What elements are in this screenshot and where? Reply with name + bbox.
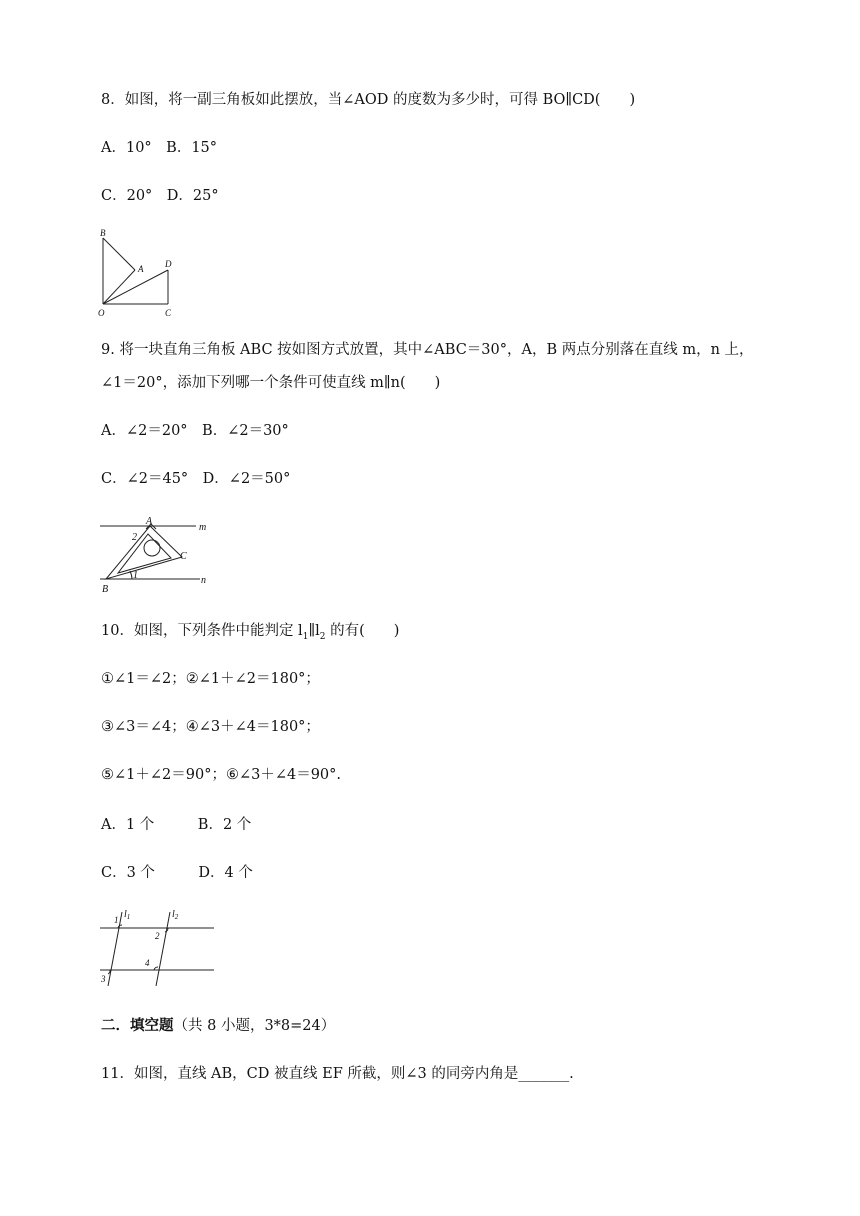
q9-label-b: B	[102, 584, 109, 595]
q9-label-2: 2	[132, 532, 137, 543]
q10-label-2: 2	[155, 931, 160, 941]
q10-sub-1: 1	[302, 631, 309, 642]
q9-label-c: C	[180, 551, 187, 562]
q9-options-ab: A．∠2＝20° B．∠2＝30°	[101, 423, 289, 439]
q9-options-cd: C．∠2＝45° D．∠2＝50°	[101, 471, 291, 487]
q10-conditions-3: ⑤∠1＋∠2＝90°；⑥∠3＋∠4＝90°.	[101, 767, 342, 783]
q10-options-ab: A．1 个 B．2 个	[101, 817, 252, 833]
q10-label-sub: 1	[126, 913, 131, 921]
q10-sub-2: 2	[319, 631, 326, 642]
q8-options-ab: A．10° B．15°	[101, 140, 218, 156]
q9-figure	[96, 512, 220, 596]
q10-label-4: 4	[145, 958, 150, 968]
q9-label-1: 1	[133, 570, 138, 581]
q10-stem-part: 10．如图，下列条件中能判定 l	[101, 623, 303, 639]
q8-stem: 8．如图，将一副三角板如此摆放，当∠AOD 的度数为多少时，可得 BO∥CD( )	[101, 92, 636, 108]
q10-stem-part: 的有( )	[325, 623, 400, 639]
q10-stem-part: ∥l	[308, 623, 320, 639]
q10-stem	[101, 621, 399, 647]
q10-label-l: l	[172, 909, 175, 920]
section-title: 二．填空题	[101, 1017, 174, 1034]
section-note: （共 8 小题，3*8=24）	[173, 1018, 336, 1034]
q10-options-cd: C．3 个 D．4 个	[101, 865, 253, 881]
q9-label-a: A	[146, 516, 153, 527]
q9-stem-line1: 9. 将一块直角三角板 ABC 按如图方式放置，其中∠ABC＝30°，A，B 两点分别落在直线 m，n 上，	[101, 342, 754, 358]
q10-conditions-1: ①∠1＝∠2；②∠1＋∠2＝180°；	[101, 671, 320, 687]
q9-stem-line2: ∠1＝20°，添加下列哪一个条件可使直线 m∥n( )	[101, 375, 441, 391]
q8-label-a: A	[138, 264, 144, 274]
q8-label-o: O	[98, 308, 105, 318]
q10-label-l1	[124, 909, 130, 921]
q10-label-sub: 2	[174, 913, 179, 921]
q9-label-m: m	[199, 522, 207, 533]
q8-label-d: D	[165, 259, 172, 269]
q8-label-c: C	[165, 308, 172, 318]
q10-label-l: l	[124, 909, 127, 920]
q9-label-n: n	[201, 575, 206, 586]
q8-figure	[94, 226, 184, 322]
q10-figure	[96, 906, 216, 990]
q8-options-cd: C．20° D．25°	[101, 188, 219, 204]
q10-label-l2	[172, 909, 179, 921]
q8-label-b: B	[100, 228, 106, 238]
q10-conditions-2: ③∠3＝∠4；④∠3＋∠4＝180°；	[101, 719, 320, 735]
q10-label-3: 3	[101, 974, 106, 984]
section-heading	[101, 1016, 335, 1036]
q11-stem: 11．如图，直线 AB，CD 被直线 EF 所截，则∠3 的同旁内角是_______.	[101, 1066, 574, 1082]
q10-label-1: 1	[114, 915, 119, 925]
